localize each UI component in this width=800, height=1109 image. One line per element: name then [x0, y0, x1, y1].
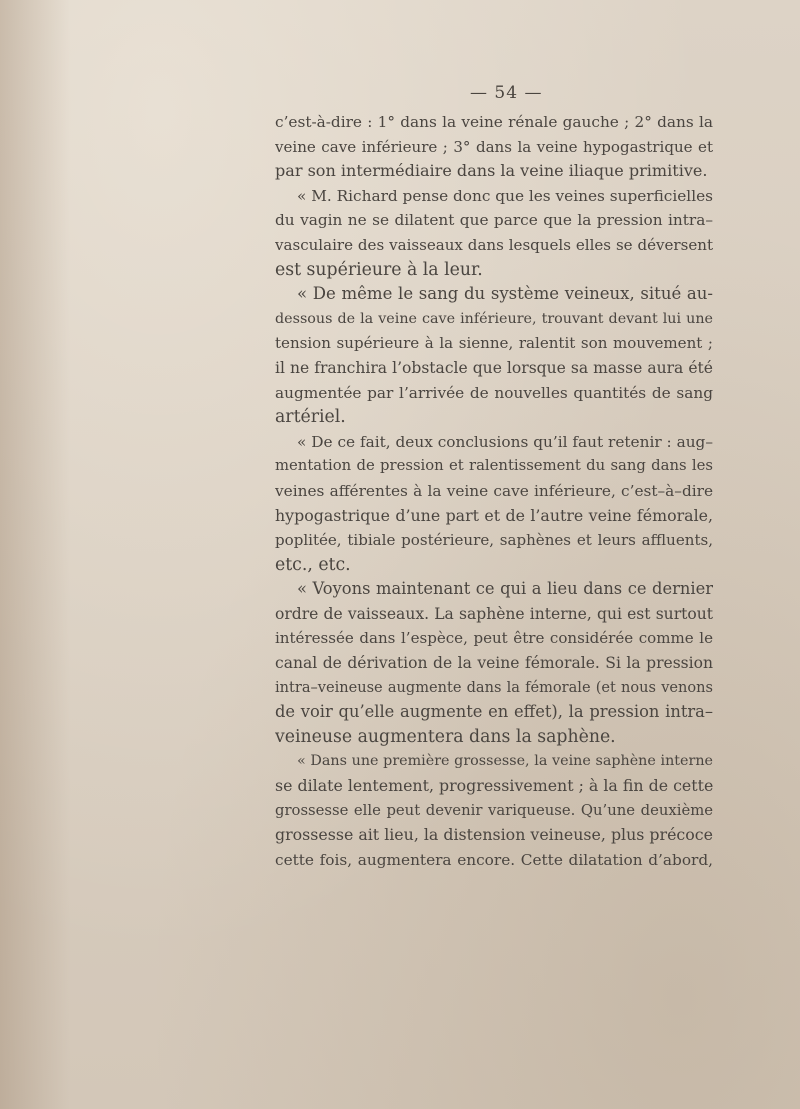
text-line: vasculaire des vaisseaux dans lesquels elles se déversent [275, 235, 713, 254]
page-number: — 54 — [470, 83, 543, 103]
text-line: cette fois, augmentera encore. Cette dilatation d’abord, [275, 850, 713, 869]
text-line: c’est-à-dire : 1° dans la veine rénale gauche ; 2° dans la [275, 113, 713, 131]
text-line: « M. Richard pense donc que les veines superficielles [297, 186, 713, 205]
text-line: intéressée dans l’espèce, peut être considérée comme le [275, 629, 713, 648]
text-line: grossesse ait lieu, la distension veineuse, plus précoce [275, 825, 713, 845]
text-line: augmentée par l’arrivée de nouvelles quantités de sang [275, 383, 713, 402]
text-line: se dilate lentement, progressivement ; à la fin de cette [275, 776, 713, 796]
text-line: poplitée, tibiale postérieure, saphènes et leurs affluents, [275, 531, 713, 550]
text-line: etc., etc. [275, 554, 351, 575]
text-line: il ne franchira l’obstacle que lorsque sa masse aura été [275, 358, 713, 377]
text-line: de voir qu’elle augmente en effet), la pression intra– [275, 702, 713, 722]
text-line: « De ce fait, deux conclusions qu’il faut retenir : aug– [297, 432, 713, 451]
text-line: du vagin ne se dilatent que parce que la pression intra– [275, 211, 713, 230]
text-line: « Voyons maintenant ce qui a lieu dans ce dernier [297, 579, 713, 599]
page-edge-shadow [0, 0, 70, 1109]
text-line: est supérieure à la leur. [275, 259, 483, 280]
text-line: par son intermédiaire dans la veine iliaque primitive. [275, 161, 708, 181]
text-line: grossesse elle peut devenir variqueuse. Qu’une deuxième [275, 801, 713, 819]
text-line: artériel. [275, 407, 346, 428]
text-line: dessous de la veine cave inférieure, trouvant devant lui une [275, 310, 713, 327]
text-line: hypogastrique d’une part et de l’autre veine fémorale, [275, 505, 713, 525]
text-line: « Dans une première grossesse, la veine saphène interne [297, 753, 713, 770]
text-line: veineuse augmentera dans la saphène. [275, 726, 616, 747]
text-line: ordre de vaisseaux. La saphène interne, qui est surtout [275, 604, 713, 623]
text-line: intra–veineuse augmente dans la fémorale (et nous venons [275, 678, 713, 696]
text-line: tension supérieure à la sienne, ralentit son mouvement ; [275, 334, 713, 353]
text-line: veine cave inférieure ; 3° dans la veine hypogastrique et [275, 137, 713, 156]
text-line: mentation de pression et ralentissement du sang dans les [275, 457, 713, 475]
text-line: veines afférentes à la veine cave inférieure, c’est–à–dire [275, 481, 713, 500]
text-line: canal de dérivation de la veine fémorale. Si la pression [275, 654, 713, 673]
body-text [275, 110, 713, 872]
text-line: « De même le sang du système veineux, situé au- [297, 284, 713, 304]
